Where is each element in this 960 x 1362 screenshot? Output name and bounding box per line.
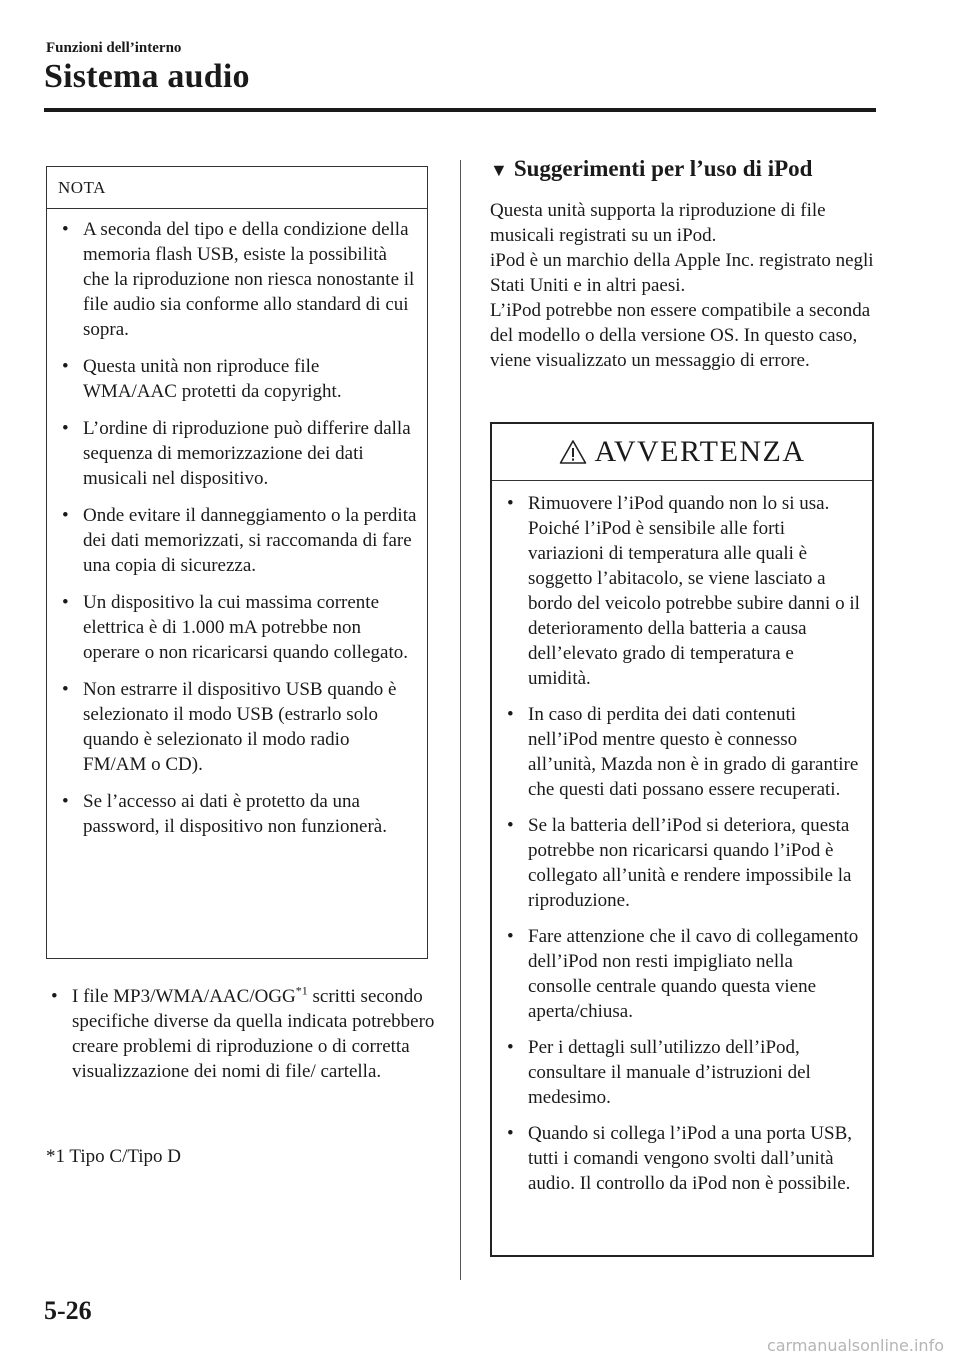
avvertenza-box bbox=[490, 422, 874, 1257]
avvertenza-label: AVVERTENZA bbox=[594, 435, 806, 468]
nota-item bbox=[57, 217, 417, 342]
nota-item bbox=[57, 354, 417, 404]
avvertenza-item bbox=[502, 924, 860, 1024]
nota-item bbox=[57, 590, 417, 665]
nota-item bbox=[57, 789, 417, 839]
bullet-icon: • bbox=[62, 592, 69, 613]
avvertenza-item-text: Fare attenzione che il cavo di collegamento dell’iPod non resti impigliato nella consolle centrale quando questa viene aperta/chiusa. bbox=[528, 926, 859, 1022]
nota-item-text: Un dispositivo la cui massima corrente elettrica è di 1.000 mA potrebbe non operare o non ricaricarsi quando collegato. bbox=[83, 592, 408, 663]
avvertenza-item bbox=[502, 813, 860, 913]
nota-item-text: Onde evitare il danneggiamento o la perdita dei dati memorizzati, si raccomanda di fare una copia di sicurezza. bbox=[83, 505, 417, 576]
bullet-icon: • bbox=[507, 704, 514, 725]
nota-item-text: Questa unità non riproduce file WMA/AAC protetti da copyright. bbox=[83, 356, 342, 402]
bullet-icon: • bbox=[62, 418, 69, 439]
footnote: *1 Tipo C/Tipo D bbox=[46, 1146, 182, 1167]
avvertenza-item bbox=[502, 702, 860, 802]
bullet-icon: • bbox=[62, 505, 69, 526]
main-bullet-text-rest: scritti secondo specifiche diverse da quella indicata potrebbero creare problemi di riproduzione o di corretta visualizzazione dei nomi di file/ cartella. bbox=[72, 986, 435, 1082]
bullet-icon: • bbox=[507, 493, 514, 514]
avvertenza-item-text: Quando si collega l’iPod a una porta USB, tutti i comandi vengono svolti dall’unità audio. Il controllo da iPod non è possibile. bbox=[528, 1123, 853, 1194]
nota-item bbox=[57, 503, 417, 578]
nota-item-text: Non estrarre il dispositivo USB quando è selezionato il modo USB (estrarlo solo quando è selezionato il modo radio FM/AM o CD). bbox=[83, 679, 397, 775]
bullet-icon: • bbox=[62, 219, 69, 240]
bullet-icon: • bbox=[62, 356, 69, 377]
avvertenza-item-text: In caso di perdita dei dati contenuti nell’iPod mentre questo è connesso all’unità, Mazda non è in grado di garantire che questi dati possano essere recuperati. bbox=[528, 704, 859, 800]
bullet-icon: • bbox=[507, 1123, 514, 1144]
nota-item bbox=[57, 416, 417, 491]
page-title: Sistema audio bbox=[44, 58, 250, 95]
header-rule bbox=[44, 108, 876, 112]
bullet-icon: • bbox=[507, 926, 514, 947]
warning-triangle-icon bbox=[559, 439, 587, 465]
bullet-icon: • bbox=[62, 791, 69, 812]
section-heading-text: Suggerimenti per l’uso di iPod bbox=[513, 156, 813, 181]
nota-item-text: A seconda del tipo e della condizione della memoria flash USB, esiste la possibilità che la riproduzione non riesca nonostante il file audio sia conforme allo standard di cui sopra. bbox=[83, 219, 415, 340]
nota-item bbox=[57, 677, 417, 777]
nota-label: NOTA bbox=[47, 167, 427, 209]
nota-item-text: Se l’accesso ai dati è protetto da una password, il dispositivo non funzionerà. bbox=[83, 791, 387, 837]
header-subtitle: Funzioni dell’interno bbox=[46, 40, 182, 56]
avvertenza-item bbox=[502, 491, 860, 691]
avvertenza-item bbox=[502, 1035, 860, 1110]
main-bullet bbox=[46, 984, 452, 1084]
nota-list bbox=[47, 209, 427, 839]
avvertenza-header bbox=[492, 424, 872, 481]
bullet-icon: • bbox=[62, 679, 69, 700]
watermark: carmanualsonline.info bbox=[766, 1336, 944, 1355]
avvertenza-list bbox=[492, 481, 872, 1196]
triangle-down-icon: ▼ bbox=[490, 160, 508, 180]
avvertenza-item-text: Per i dettagli sull’utilizzo dell’iPod, consultare il manuale d’istruzioni del medesimo. bbox=[528, 1037, 811, 1108]
avvertenza-item-text: Rimuovere l’iPod quando non lo si usa. Poiché l’iPod è sensibile alle forti variazioni di temperatura alle quali è soggetto l’abitacolo, se viene lasciato a bordo del veicolo potrebbe subire danni o il deterioramento della batteria a causa dell’elevato grado di temperatura e umidità. bbox=[528, 493, 860, 689]
bullet-icon: • bbox=[507, 815, 514, 836]
nota-box bbox=[46, 166, 428, 959]
page-number: 5-26 bbox=[44, 1296, 92, 1325]
avvertenza-item bbox=[502, 1121, 860, 1196]
nota-item-text: L’ordine di riproduzione può differire dalla sequenza di memorizzazione dei dati musicali nel dispositivo. bbox=[83, 418, 411, 489]
section-heading bbox=[490, 156, 812, 182]
footnote-ref: *1 bbox=[295, 983, 308, 998]
avvertenza-item-text: Se la batteria dell’iPod si deteriora, questa potrebbe non ricaricarsi quando l’iPod è collegato all’unità e rendere impossibile la riproduzione. bbox=[528, 815, 852, 911]
section-body: Questa unità supporta la riproduzione di file musicali registrati su un iPod. iPod è un marchio della Apple Inc. registrato negli Stati Uniti e in altri paesi. L’iPod potrebbe non essere compatibile a seconda del modello o della versione OS. In questo caso, viene visualizzato un messaggio di errore. bbox=[490, 200, 874, 371]
main-bullet-text: I file MP3/WMA/AAC/OGG bbox=[72, 986, 296, 1007]
bullet-icon: • bbox=[507, 1037, 514, 1058]
bullet-icon: • bbox=[51, 986, 58, 1007]
column-divider bbox=[460, 160, 461, 1280]
